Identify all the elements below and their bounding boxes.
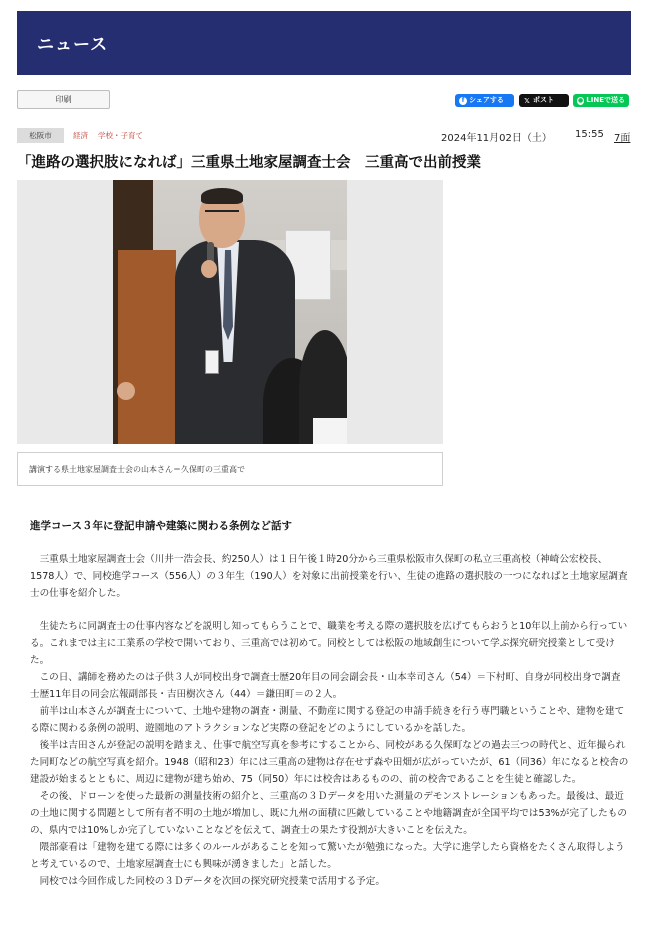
publish-time: 15:55 <box>575 129 604 140</box>
article-paragraph-lead: 三重県土地家屋調査士会（川井一浩会長、約250人）は１日午後１時20分から三重県松阪市久保町の私立三重高校（神崎公宏校長、1578人）で、同校進学コース（556人）の３年生（190人）を対象に出前授業を行い、生徒の進路の選択肢の一つになればと土地家屋調査士の仕事を紹介した。 <box>30 554 628 599</box>
facebook-share-button[interactable] <box>455 94 514 107</box>
page-number-link[interactable]: 7面 <box>614 133 631 144</box>
line-share-label: LINEで送る <box>586 96 625 104</box>
area-tag[interactable]: 松阪市 <box>17 128 64 143</box>
x-post-button[interactable] <box>519 94 569 107</box>
article-headline: 「進路の選択肢になれば」三重県土地家屋調査士会 三重高で出前授業 <box>17 155 481 171</box>
facebook-icon: f <box>459 97 467 105</box>
article-subheading: 進学コース３年に登記申請や建築に関わる条例など話す <box>30 520 292 532</box>
print-button[interactable]: 印刷 <box>17 90 110 109</box>
line-icon: ● <box>578 96 584 104</box>
photo-caption-box <box>17 452 443 486</box>
x-post-label: ポスト <box>533 96 554 104</box>
publish-date: 2024年11月02日（土） <box>441 133 552 144</box>
header-title: ニュース <box>37 35 109 55</box>
lecture-photo <box>113 180 347 444</box>
article-paragraph-body: 生徒たちに同調査士の仕事内容などを説明し知ってもらうことで、職業を考える際の選択肢を広げてもらおうと10年以上前から行っている。これまでは主に工業系の学校で開いており、三重高では初めて。同校としては松阪の地域創生について学ぶ探究研究授業として受けた。 この日、講師を務めたのは子供３人が同校出身で調査士歴20年目の同会副会長・山本幸司さん（54）＝下村町、自身が同校出身で調査士歴11年目の同会広報副部長・吉田樹次さん（44）＝鎌田町＝の２人。 前半は山本さんが調査士について、土地や建物の調査・測量、不動産に関する登記の申請手続きを行う専門職ということや、建物を建てる際に関わる条例の説明、遊園地のアトラクションなど実際の登記をどのようにしているかを話した。 後半は吉田さんが登記の説明を踏まえ、仕事で航空写真を参考にすることから、同校がある久保町などの過去三つの時代と、近年撮られた同町などの航空写真を紹介。1948（昭和23）年には三重高の建物は存在せず森や田畑が広がっていたが、61（同36）年になると校舎の建設が始まるとともに、周辺に建物が建ち始め、75（同50）年には校舎はあるものの、前の校舎であることを生徒と確認した。 その後、ドローンを使った最新の測量技術の紹介と、三重高の３Ｄデータを用いた測量のデモンストレーションもあった。最後は、最近の土地に関する問題として所有者不明の土地が増加し、既に九州の面積に匹敵していることや地籍調査が全国平均では53%が完了したものの、県内では10%しか完了していないことなどを伝えて、調査士の果たす役割が大きいことを伝えた。 隈部豪看は「建物を建てる際には多くのルールがあることを知って驚いたが勉強になった。大学に進学したら資格をたくさん取得しようと考えているので、土地家屋調査士にも興味が湧きました」と話した。 同校では今回作成した同校の３Ｄデータを次回の探究研究授業で活用する予定。 <box>30 621 629 887</box>
article-meta <box>17 128 631 144</box>
page-header <box>17 11 631 75</box>
article-photo <box>17 180 443 444</box>
category-tag-school[interactable]: 学校・子育て <box>98 131 143 140</box>
line-share-button[interactable] <box>573 94 629 107</box>
category-tag-economy[interactable]: 経済 <box>73 131 88 140</box>
facebook-share-label: シェアする <box>469 96 504 104</box>
photo-caption: 講演する県土地家屋調査士会の山本さん＝久保町の三重高で <box>29 465 245 474</box>
x-icon: 𝕏 <box>524 96 530 105</box>
